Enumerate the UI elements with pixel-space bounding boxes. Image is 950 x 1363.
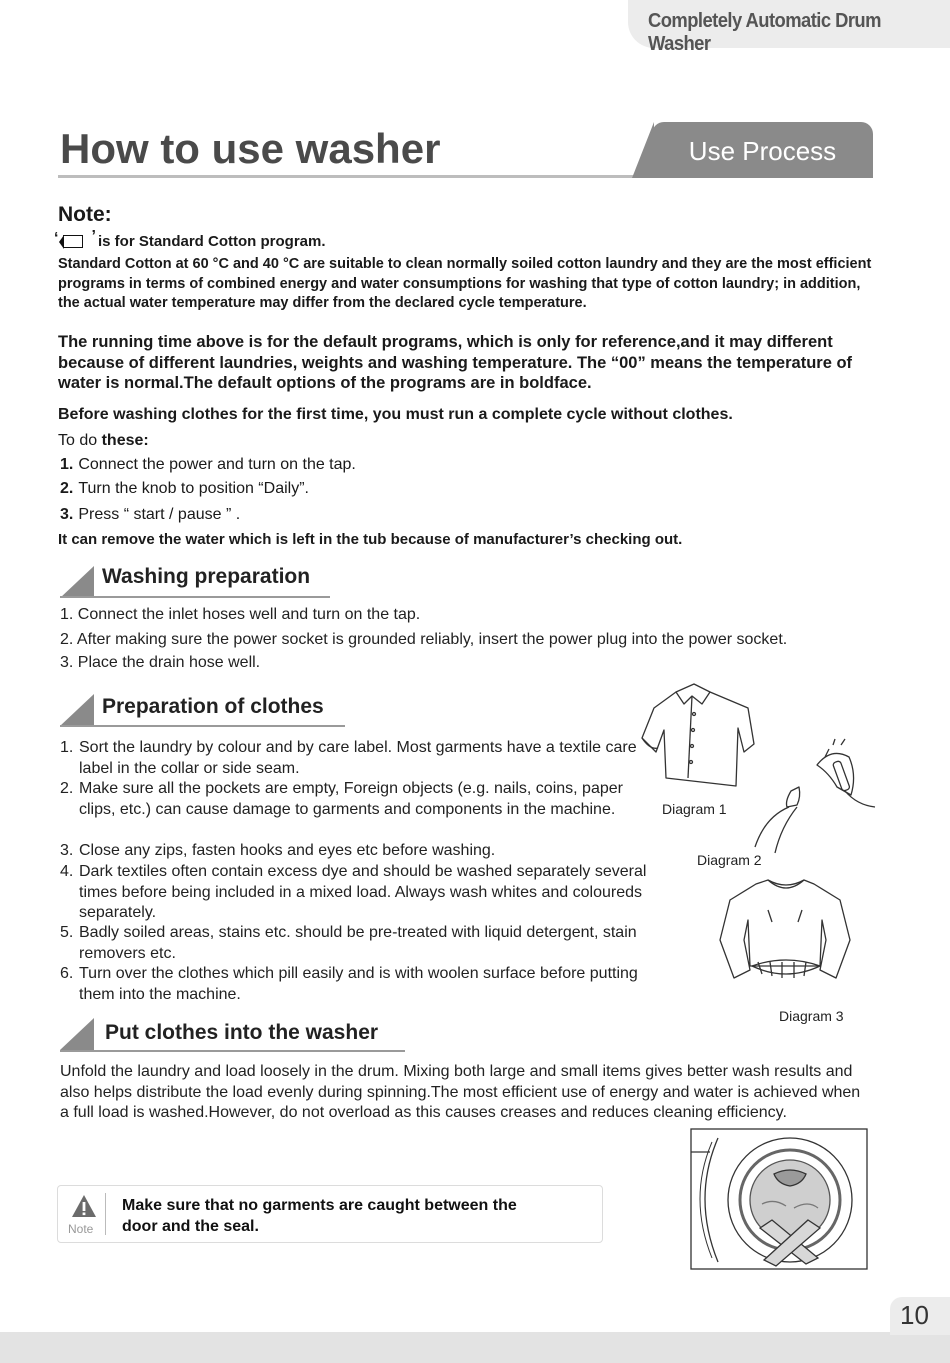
- warning-line-2: door and the seal.: [122, 1218, 259, 1235]
- list-item: 2. Make sure all the pockets are empty, Foreign objects (e.g. nails, coins, paper clips, etc.) can cause damage to garments and components in the machine.: [60, 780, 623, 818]
- warning-text: [122, 1195, 517, 1237]
- list-item: 1. Connect the inlet hoses well and turn on the tap.: [60, 606, 421, 623]
- list-item: 5. Badly soiled areas, stains etc. should be pre-treated with liquid detergent, stain removers etc.: [60, 924, 637, 962]
- page-title: How to use washer: [60, 125, 441, 172]
- footer-bar: [0, 1332, 950, 1363]
- note-paragraph-2: The running time above is for the default programs, which is only for reference,and it may different because of different laundries, weights and washing temperature. The “00” means the temperature of water is normal.The default options of the programs are in boldface.: [58, 333, 853, 392]
- put-clothes-paragraph: Unfold the laundry and load loosely in the drum. Mixing both large and small items gives better wash results and also helps distribute the load evenly during spinning.The most efficient use of energy and water is achieved when a full load is washed.However, do not overload as this causes creases and reduces cleaning efficiency.: [60, 1063, 861, 1121]
- diagram-2-label: Diagram 2: [697, 852, 762, 868]
- section-divider: [60, 596, 330, 598]
- washer-drum-diagram: [690, 1128, 868, 1270]
- list-item: 2. After making sure the power socket is grounded reliably, insert the power plug into the power socket.: [60, 631, 788, 648]
- list-item: 6. Turn over the clothes which pill easily and is with woolen surface before putting them into the machine.: [60, 965, 638, 1003]
- diagram-1-label: Diagram 1: [662, 801, 727, 817]
- warning-triangle-icon: [71, 1194, 97, 1218]
- header-title: Completely Automatic Drum Washer: [648, 10, 881, 55]
- list-item: 4. Dark textiles often contain excess dye and should be washed separately several times before being included in a mixed load. Always wash whites and coloureds separately.: [60, 863, 647, 921]
- note-heading: Note:: [58, 203, 112, 226]
- first-wash-step: 3. Press “ start / pause ” .: [60, 506, 241, 523]
- warning-line-1: Make sure that no garments are caught between the: [122, 1197, 517, 1214]
- warning-label: Note: [68, 1222, 94, 1236]
- sweater-diagram: [716, 870, 856, 988]
- clothes-preparation-title: Preparation of clothes: [102, 695, 324, 718]
- todo-suffix: these:: [101, 432, 149, 449]
- note-program-text: is for Standard Cotton program.: [98, 233, 326, 250]
- title-divider: [58, 175, 658, 178]
- list-item: 3. Close any zips, fasten hooks and eyes etc before washing.: [60, 842, 496, 859]
- section-marker-icon: [60, 1018, 94, 1050]
- note-program-line: [58, 233, 326, 250]
- todo-prefix: To do: [58, 432, 98, 449]
- first-wash-step: 1. Connect the power and turn on the tap.: [60, 456, 356, 473]
- put-clothes-title: Put clothes into the washer: [105, 1021, 379, 1044]
- collar-brush-diagram: [745, 735, 880, 855]
- first-wash-intro: Before washing clothes for the first time, you must run a complete cycle without clothes.: [58, 406, 733, 423]
- note-paragraph-1: Standard Cotton at 60 °C and 40 °C are suitable to clean normally soiled cotton laundry and they are the most efficient programs in terms of combined energy and water consumptions for washing that type of cotton laundry; in addition, the actual water temperature may differ from the declared cycle temperature.: [58, 256, 872, 311]
- todo-heading: [58, 432, 149, 450]
- shirt-diagram: [636, 678, 756, 798]
- section-marker-icon: [60, 694, 94, 726]
- standard-cotton-icon: [58, 234, 88, 248]
- washing-preparation-title: Washing preparation: [102, 565, 311, 588]
- warning-divider: [105, 1193, 106, 1235]
- diagram-3-label: Diagram 3: [779, 1008, 844, 1024]
- list-item: 1. Sort the laundry by colour and by care label. Most garments have a textile care label in the collar or side seam.: [60, 739, 637, 777]
- page-number: 10: [900, 1300, 929, 1330]
- section-marker-icon: [60, 566, 94, 598]
- section-divider: [60, 1050, 405, 1052]
- section-divider: [60, 725, 345, 727]
- list-item: 3. Place the drain hose well.: [60, 654, 261, 671]
- section-tab: Use Process: [652, 122, 873, 178]
- remove-water-note: It can remove the water which is left in the tub because of manufacturer’s checking out.: [58, 531, 683, 548]
- first-wash-step: 2. Turn the knob to position “Daily”.: [60, 480, 309, 497]
